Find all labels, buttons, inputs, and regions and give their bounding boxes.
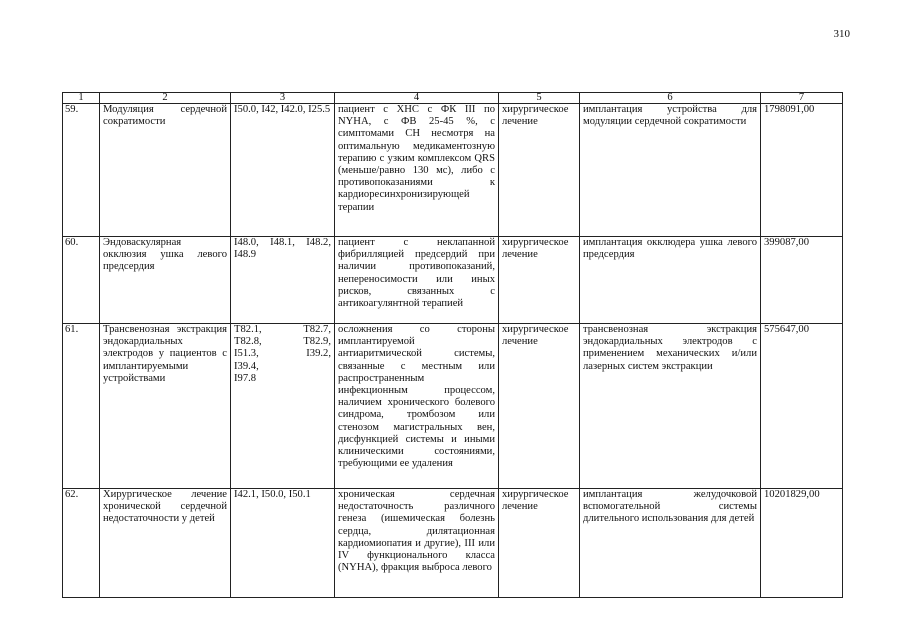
diagnosis-code: I51.3, <box>234 348 259 360</box>
column-header-1: 1 <box>63 93 100 104</box>
diagnosis-codes: I42.1, I50.0, I50.1 <box>231 489 335 598</box>
diagnosis-code: T82.9, <box>303 336 331 348</box>
cost-value: 575647,00 <box>761 324 843 489</box>
treatment-method: имплантация устройства для модуляции сердечной сократимости <box>580 104 761 237</box>
column-header-5: 5 <box>499 93 580 104</box>
procedure-name: Хирургическое лечение хронической сердечной недостаточности у детей <box>100 489 231 598</box>
procedures-table <box>62 92 843 598</box>
treatment-type: хирургическое лечение <box>499 489 580 598</box>
column-header-3: 3 <box>231 93 335 104</box>
cost-value: 1798091,00 <box>761 104 843 237</box>
treatment-type: хирургическое лечение <box>499 237 580 324</box>
treatment-method: имплантация желудочковой вспомогательной системы длительного использования для детей <box>580 489 761 598</box>
row-number: 60. <box>63 237 100 324</box>
treatment-type: хирургическое лечение <box>499 104 580 237</box>
diagnosis-code: T82.7, <box>303 324 331 335</box>
diagnosis-codes: I50.0, I42, I42.0, I25.5 <box>231 104 335 237</box>
row-number: 59. <box>63 104 100 237</box>
patient-indication <box>335 489 499 598</box>
column-header-4: 4 <box>335 93 499 104</box>
treatment-method: имплантация окклюдера ушка левого предсердия <box>580 237 761 324</box>
diagnosis-code: T82.1, <box>234 324 262 335</box>
table-row <box>63 489 843 598</box>
table-row <box>63 104 843 237</box>
diagnosis-codes-grid <box>234 324 331 385</box>
diagnosis-code: T82.8, <box>234 336 262 348</box>
treatment-method: трансвенозная экстракция эндокардиальных электродов с применением механических и/или лазерных систем экстракции <box>580 324 761 489</box>
table-header-row <box>63 93 843 104</box>
patient-indication: осложнения со стороны имплантируемой антиаритмической системы, связанные с местным или распространенным инфекционным процессом, наличием хронического болевого синдрома, тромбозом или стенозом магистральных вен, дисфункцией системы и иными клиническими состояниями, требующими ее удаления <box>335 324 499 489</box>
diagnosis-code: I39.2, <box>306 348 331 360</box>
column-header-7: 7 <box>761 93 843 104</box>
patient-indication: пациент с неклапанной фибрилляцией предсердий при наличии противопоказаний, непереносимости или иных рисков, связанных с антикоагулянтной терапией <box>335 237 499 324</box>
diagnosis-code: I39.4, I97.8 <box>234 360 259 384</box>
cost-value: 10201829,00 <box>761 489 843 598</box>
diagnosis-codes: I48.0, I48.1, I48.2, I48.9 <box>231 237 335 324</box>
table-row <box>63 237 843 324</box>
page-number: 310 <box>833 28 850 40</box>
treatment-type: хирургическое лечение <box>499 324 580 489</box>
patient-indication-text: хроническая сердечная недостаточность различного генеза (ишемическая болезнь сердца, дилятационная кардиомиопатия и другие), III или IV функционального класса (NYHA), фракция выброса левого <box>338 489 495 574</box>
procedure-name: Модуляция сердечной сократимости <box>100 104 231 237</box>
patient-indication: пациент с ХНС с ФК III по NYHA, с ФВ 25-45 %, с симптомами СН несмотря на оптимальную медикаментозную терапию с узким комплексом QRS (меньше/равно 130 мс), либо с противопоказаниями к кардиоресинхронизирующей терапии <box>335 104 499 237</box>
row-number: 62. <box>63 489 100 598</box>
column-header-6: 6 <box>580 93 761 104</box>
diagnosis-code <box>284 361 332 385</box>
procedure-name: Эндоваскулярная окклюзия ушка левого предсердия <box>100 237 231 324</box>
diagnosis-codes <box>231 324 335 489</box>
column-header-2: 2 <box>100 93 231 104</box>
table-row <box>63 324 843 489</box>
procedure-name: Трансвенозная экстракция эндокардиальных электродов у пациентов с имплантируемыми устройствами <box>100 324 231 489</box>
cost-value: 399087,00 <box>761 237 843 324</box>
row-number: 61. <box>63 324 100 489</box>
